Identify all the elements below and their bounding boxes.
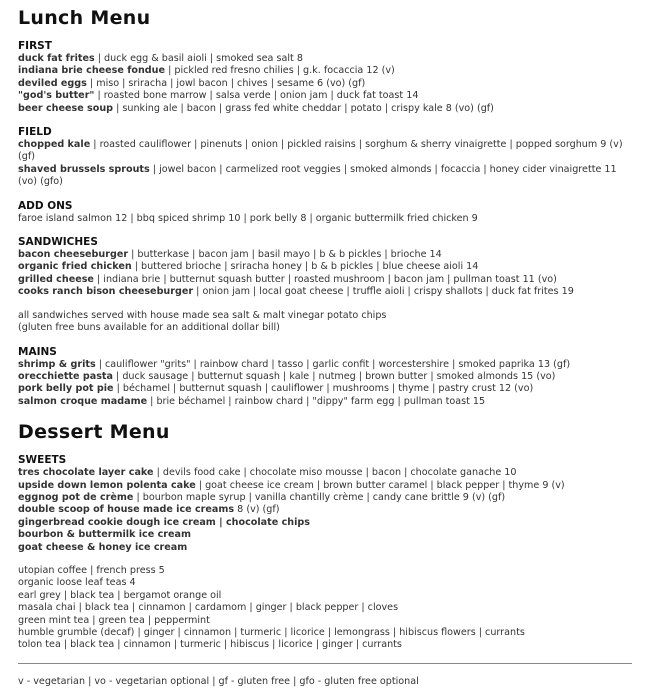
item-name: duck fat frites bbox=[18, 53, 95, 64]
menu-item bbox=[18, 504, 632, 516]
item-detail: | jowel bacon | carmelized root veggies | smoked almonds | focaccia | honey cider vinaigrette 11 (vo) (gfo) bbox=[18, 163, 617, 188]
item-detail: | duck egg & basil aioli | smoked sea salt 8 bbox=[97, 53, 303, 64]
item-name: bacon cheeseburger bbox=[18, 249, 129, 261]
divider bbox=[18, 663, 632, 664]
menu-item bbox=[18, 492, 632, 504]
menu-section bbox=[18, 40, 632, 115]
menu-item bbox=[18, 371, 632, 383]
item-name: double scoop of house made ice creams bbox=[18, 504, 235, 516]
item-detail: | duck sausage | butternut squash | kale | nutmeg | brown butter | smoked almonds 15 (vo) bbox=[116, 370, 556, 382]
menu-item bbox=[18, 103, 632, 115]
item-detail: | béchamel | butternut squash | cauliflower | mushrooms | thyme | pastry crust 12 (vo) bbox=[116, 383, 534, 395]
menu-item bbox=[18, 65, 632, 77]
section-heading: FIRST bbox=[18, 40, 52, 52]
lunch-sections bbox=[18, 40, 632, 408]
section-heading: MAINS bbox=[18, 345, 57, 358]
item-detail: 8 (v) (gf) bbox=[237, 504, 280, 516]
item-name: bourbon & buttermilk ice cream bbox=[18, 529, 191, 541]
item-name: cooks ranch bison cheeseburger bbox=[18, 286, 194, 298]
lunch-menu-title: Lunch Menu bbox=[18, 7, 151, 29]
item-name: gingerbread cookie dough ice cream | chocolate chips bbox=[18, 516, 310, 528]
menu-item bbox=[18, 53, 632, 65]
section-heading: SANDWICHES bbox=[18, 236, 98, 249]
item-detail: | miso | sriracha | jowl bacon | chives | sesame 6 (vo) (gf) bbox=[89, 77, 366, 89]
dessert-sections bbox=[18, 454, 632, 652]
dietary-legend: v - vegetarian | vo - vegetarian optional | gf - gluten free | gfo - gluten free optional bbox=[18, 675, 419, 687]
item-name: grilled cheese bbox=[18, 273, 94, 285]
item-detail: | buttered brioche | sriracha honey | b & b pickles | blue cheese aioli 14 bbox=[134, 261, 479, 273]
item-name: salmon croque madame bbox=[18, 395, 148, 407]
section-heading: SWEETS bbox=[18, 454, 67, 467]
item-detail: | cauliflower "grits" | rainbow chard | tasso | garlic confit | worcestershire | smoked paprika 13 (gf) bbox=[98, 358, 571, 370]
menu-line: earl grey | black tea | bergamot orange oil bbox=[18, 589, 222, 601]
item-name: goat cheese & honey ice cream bbox=[18, 541, 188, 553]
item-name: orecchiette pasta bbox=[18, 370, 113, 382]
item-name: deviled eggs bbox=[18, 77, 87, 89]
menu-section bbox=[18, 200, 632, 225]
item-name: indiana brie cheese fondue bbox=[18, 65, 166, 77]
menu-item bbox=[18, 529, 632, 541]
menu-item bbox=[18, 359, 632, 371]
section-heading: FIELD bbox=[18, 126, 52, 139]
menu-item bbox=[18, 78, 632, 90]
item-name: eggnog pot de crème bbox=[18, 491, 134, 503]
dessert-menu-title: Dessert Menu bbox=[18, 421, 170, 444]
item-detail: | bourbon maple syrup | vanilla chantilly crème | candy cane brittle 9 (v) (gf) bbox=[136, 491, 506, 503]
menu-line: all sandwiches served with house made sea salt & malt vinegar potato chips bbox=[18, 309, 387, 321]
item-detail: | sunking ale | bacon | grass fed white cheddar | potato | crispy kale 8 (vo) (gf) bbox=[116, 102, 494, 114]
menu-line: green mint tea | green tea | peppermint bbox=[18, 614, 210, 626]
menu-section bbox=[18, 454, 632, 554]
item-detail: | roasted cauliflower | pinenuts | onion | pickled raisins | sorghum & sherry vinaigrette | popped sorghum 9 (v) (gf) bbox=[18, 139, 623, 163]
item-detail: | goat cheese ice cream | brown butter caramel | black pepper | thyme 9 (v) bbox=[198, 479, 565, 491]
item-name: tres chocolate layer cake bbox=[18, 467, 154, 479]
menu-line: masala chai | black tea | cinnamon | cardamom | ginger | black pepper | cloves bbox=[18, 602, 399, 614]
menu-section bbox=[18, 126, 632, 189]
menu-line: tolon tea | black tea | cinnamon | turmeric | hibiscus | licorice | ginger | currants bbox=[18, 639, 402, 651]
item-name: upside down lemon polenta cake bbox=[18, 479, 196, 491]
item-detail: | indiana brie | butternut squash butter | roasted mushroom | bacon jam | pullman toast 11 (vo) bbox=[97, 273, 557, 285]
menu-item bbox=[18, 467, 632, 479]
item-name: chopped kale bbox=[18, 139, 91, 151]
item-detail: | brie béchamel | rainbow chard | "dippy" farm egg | pullman toast 15 bbox=[150, 395, 486, 407]
menu-item bbox=[18, 396, 632, 408]
item-name: "god's butter" bbox=[18, 90, 95, 102]
item-name: beer cheese soup bbox=[18, 102, 114, 114]
menu-section bbox=[18, 236, 632, 299]
menu-line: utopian coffee | french press 5 bbox=[18, 564, 165, 576]
menu-section bbox=[18, 565, 632, 652]
item-name: shrimp & grits bbox=[18, 358, 96, 370]
item-detail: | devils food cake | chocolate miso mousse | bacon | chocolate ganache 10 bbox=[156, 467, 517, 479]
menu-item bbox=[18, 90, 632, 102]
menu-section bbox=[18, 310, 632, 335]
item-detail: | roasted bone marrow | salsa verde | onion jam | duck fat toast 14 bbox=[97, 90, 419, 102]
item-detail: | pickled red fresno chilies | g.k. focaccia 12 (v) bbox=[168, 65, 395, 77]
menu-item bbox=[18, 383, 632, 395]
menu-section bbox=[18, 346, 632, 409]
menu-item bbox=[18, 139, 632, 164]
menu-item bbox=[18, 274, 632, 286]
item-detail: | onion jam | local goat cheese | truffle aioli | crispy shallots | duck fat frites 19 bbox=[196, 286, 574, 298]
menu-item bbox=[18, 542, 632, 554]
menu-line: (gluten free buns available for an additional dollar bill) bbox=[18, 322, 280, 334]
menu-item bbox=[18, 517, 632, 529]
menu-line: humble grumble (decaf) | ginger | cinnamon | turmeric | licorice | lemongrass | hibiscus flowers | currants bbox=[18, 627, 525, 638]
menu-item bbox=[18, 249, 632, 261]
menu-item bbox=[18, 480, 632, 492]
menu-item bbox=[18, 261, 632, 273]
menu-line: organic loose leaf teas 4 bbox=[18, 577, 136, 589]
item-name: shaved brussels sprouts bbox=[18, 163, 150, 175]
section-heading: ADD ONS bbox=[18, 199, 73, 212]
item-name: organic fried chicken bbox=[18, 261, 132, 273]
item-name: pork belly pot pie bbox=[18, 383, 114, 395]
menu-item bbox=[18, 164, 632, 189]
menu-item bbox=[18, 286, 632, 298]
item-detail: | butterkase | bacon jam | basil mayo | b & b pickles | brioche 14 bbox=[131, 249, 442, 261]
menu-line: faroe island salmon 12 | bbq spiced shrimp 10 | pork belly 8 | organic buttermilk fried chicken 9 bbox=[18, 212, 478, 224]
